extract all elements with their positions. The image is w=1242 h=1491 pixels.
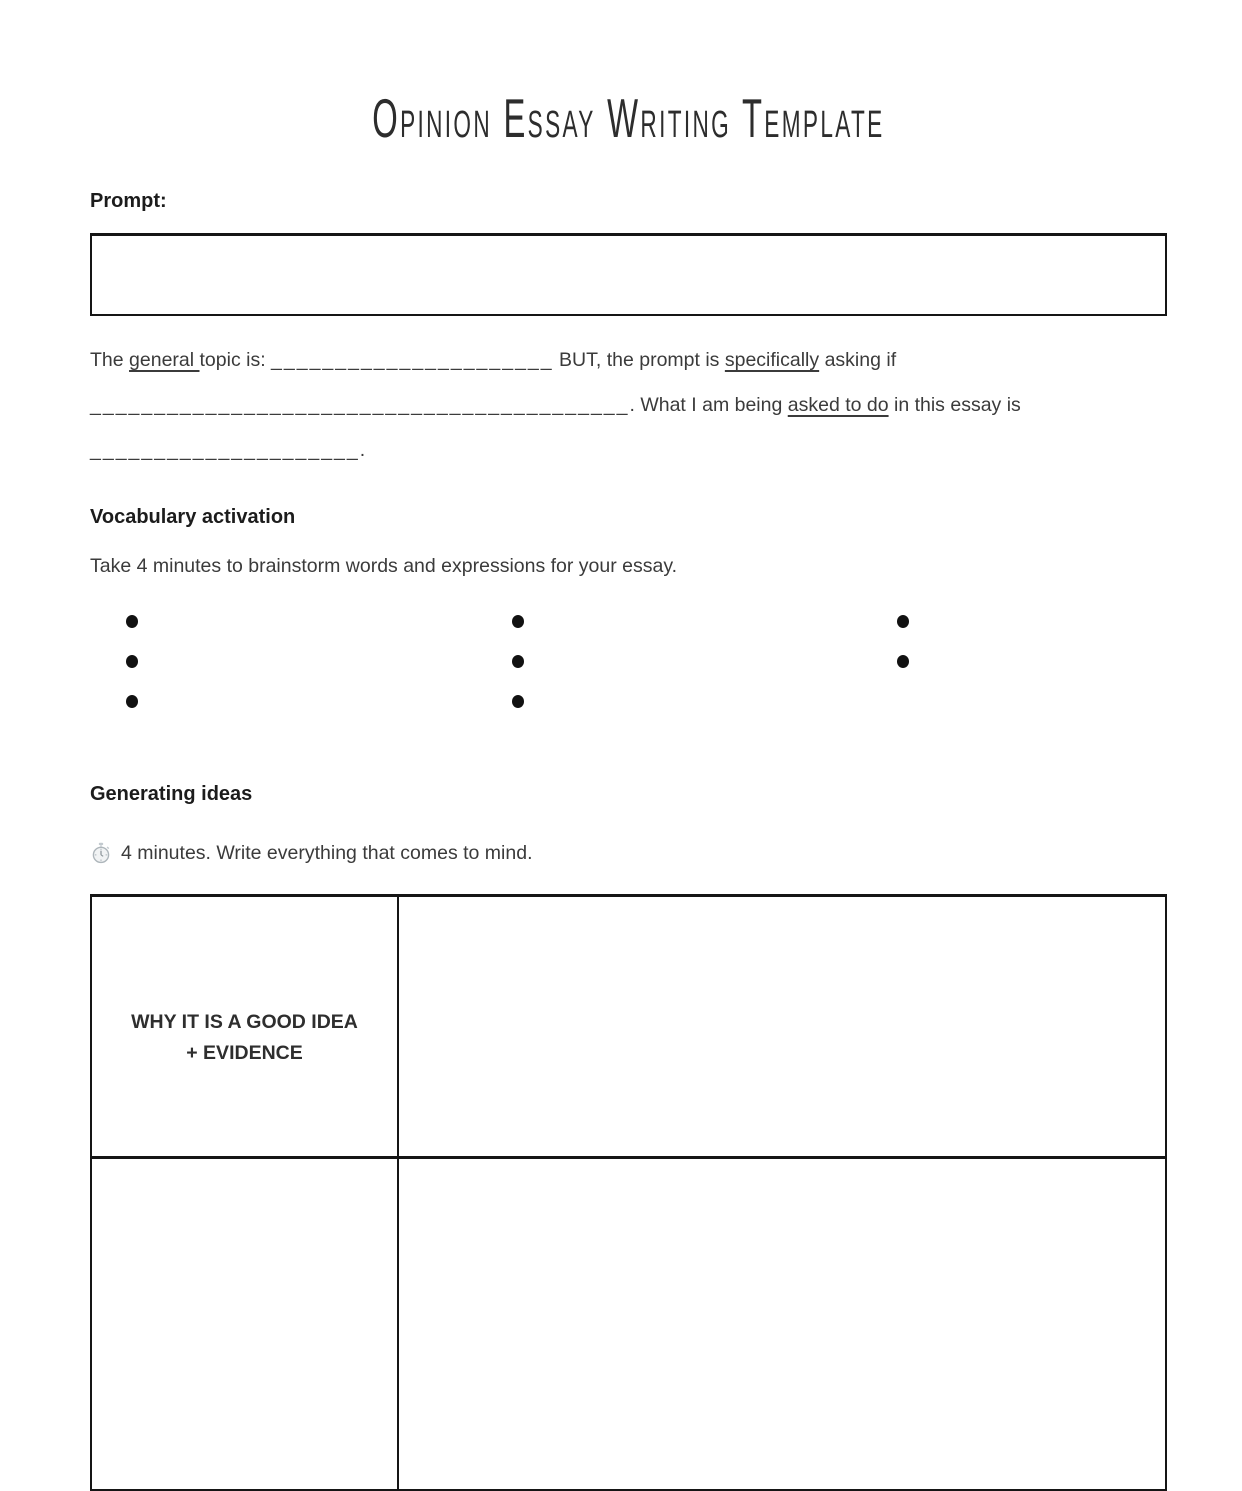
vocabulary-bullet-lists — [90, 601, 1167, 721]
bullet-point — [897, 655, 909, 668]
generating-ideas-table — [90, 894, 1167, 1491]
stopwatch-icon — [90, 842, 112, 865]
row-label-line-1: WHY IT IS A GOOD IDEA — [131, 1010, 358, 1033]
bullet-point — [897, 615, 909, 628]
bullet-column-2[interactable] — [512, 601, 524, 708]
text-segment: . — [359, 439, 366, 461]
text-segment: The — [90, 349, 130, 371]
row-label-cell — [91, 896, 398, 1158]
bullet-column-1[interactable] — [126, 601, 138, 708]
blank-task[interactable]: _____________________ — [90, 439, 360, 461]
bullet-point — [126, 695, 138, 708]
row-label-line-2: + EVIDENCE — [186, 1041, 303, 1064]
document-page — [0, 88, 1242, 1491]
page-title — [90, 88, 1167, 150]
table-row-2 — [91, 1158, 1166, 1491]
underlined-term-general: general — [129, 349, 200, 371]
bullet-column-3[interactable] — [897, 601, 909, 668]
bullet-point — [126, 655, 138, 668]
bullet-point — [126, 615, 138, 628]
page-title-text: Opinion Essay Writing Template — [372, 87, 885, 149]
blank-specific-question[interactable]: __________________________________________ — [90, 394, 630, 416]
text-segment: BUT, the prompt is — [553, 349, 725, 371]
timer-instruction-line — [90, 840, 1167, 866]
bullet-point — [512, 695, 524, 708]
text-segment: in this essay is — [888, 394, 1021, 416]
text-segment: . What I am being — [629, 394, 788, 416]
timer-instruction-text: 4 minutes. Write everything that comes to mind. — [121, 842, 533, 864]
fill-in-line-3 — [90, 428, 1167, 473]
prompt-label: Prompt: — [90, 190, 167, 212]
blank-general-topic[interactable]: ______________________ — [271, 349, 554, 371]
underlined-term-asked-to-do: asked to do — [787, 394, 889, 416]
prompt-input-box[interactable] — [90, 233, 1167, 316]
vocabulary-instruction: Take 4 minutes to brainstorm words and expressions for your essay. — [90, 555, 678, 577]
row-content-cell[interactable] — [398, 1158, 1166, 1491]
table-row-good-idea — [91, 896, 1166, 1158]
underlined-term-specifically: specifically — [724, 349, 820, 371]
text-segment: topic is: — [199, 349, 272, 371]
row-label-cell — [91, 1158, 398, 1491]
fill-in-line-1 — [90, 338, 1167, 383]
vocabulary-activation-heading: Vocabulary activation — [90, 506, 296, 528]
bullet-point — [512, 655, 524, 668]
generating-ideas-heading: Generating ideas — [90, 783, 253, 805]
fill-in-line-2 — [90, 383, 1167, 428]
bullet-point — [512, 615, 524, 628]
row-content-cell[interactable] — [398, 896, 1166, 1158]
text-segment: asking if — [819, 349, 897, 371]
fill-in-paragraph — [90, 338, 1167, 473]
